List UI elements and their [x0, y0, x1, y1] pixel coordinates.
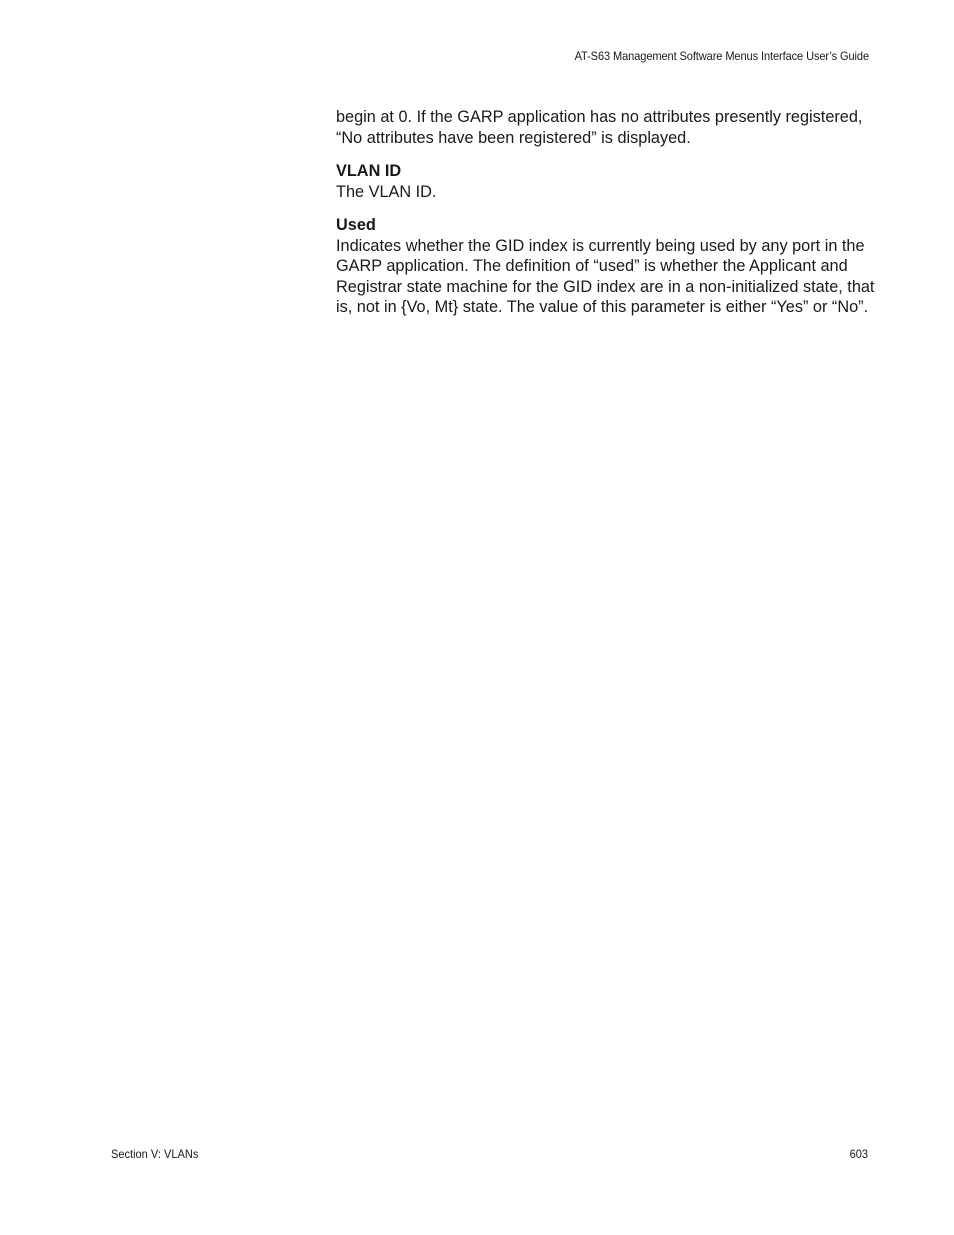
definition-used: Indicates whether the GID index is currently being used by any port in the GARP application. The definition of “used” is whether the Applicant and Registrar state machine for the GID index are in a non-initialized state, that is, not in {Vo, Mt} state. The value of this parameter is either “Yes” or “No”.: [336, 236, 875, 316]
running-header: AT-S63 Management Software Menus Interface User’s Guide: [574, 49, 869, 63]
footer-page-number: 603: [849, 1147, 868, 1161]
term-used: Used: [336, 216, 376, 234]
document-body: [336, 107, 876, 331]
term-vlan-id: VLAN ID: [336, 162, 402, 180]
footer-section-label: Section V: VLANs: [111, 1147, 199, 1161]
intro-paragraph: begin at 0. If the GARP application has no attributes presently registered, “No attributes have been registered” is displayed.: [336, 108, 863, 147]
definition-vlan-id: The VLAN ID.: [336, 182, 437, 201]
